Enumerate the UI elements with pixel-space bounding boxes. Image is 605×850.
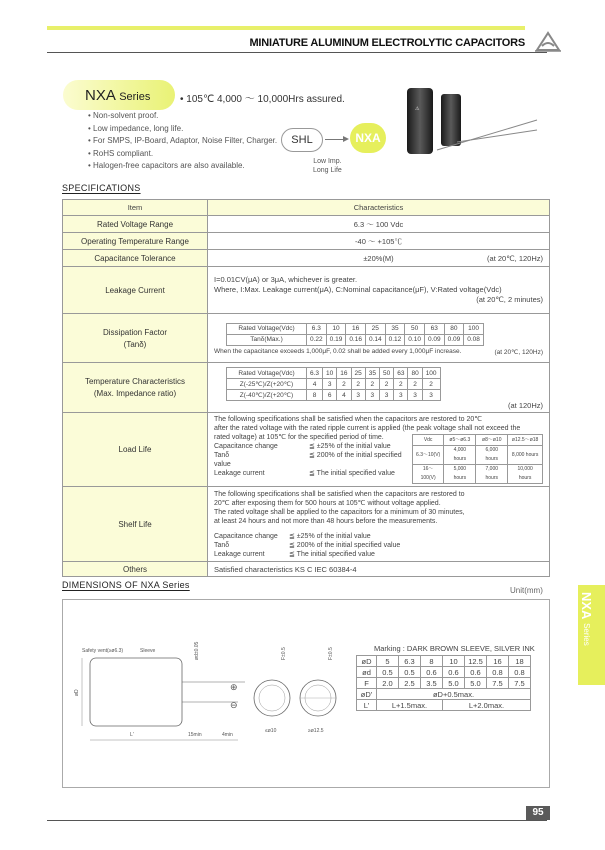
row-value: 6.3 ～ 100 Vdc [208, 216, 550, 233]
temp-char-cond: (at 120Hz) [507, 401, 543, 410]
mini-label: Z(-40℃)/Z(+20℃) [227, 390, 307, 401]
table-cell: 3 [394, 390, 408, 401]
table-cell: 63 [394, 368, 408, 379]
table-cell: ø12.5～ø18 [508, 435, 543, 446]
table-cell: 25 [351, 368, 365, 379]
table-cell: 2.0 [377, 678, 399, 689]
table-row [63, 250, 550, 267]
table-cell: 6.3～10(V) [412, 446, 443, 465]
table-cell: 8 [421, 656, 443, 667]
table-row [63, 413, 550, 487]
header-rule [47, 52, 547, 53]
table-cell: 2.5 [399, 678, 421, 689]
flow-note-line: Low Imp. [313, 158, 342, 165]
min15-label: 15min [188, 732, 202, 738]
feature-item: • RoHS compliant. [88, 148, 277, 161]
table-cell: 0.08 [464, 334, 484, 345]
footer-rule [47, 820, 547, 821]
row-value: Satisfied characteristics KS C IEC 60384-4 [208, 562, 550, 577]
criteria-label: Tanδ [214, 541, 230, 549]
dim-key: ød [357, 667, 377, 678]
table-cell: 10,000 hours [508, 465, 543, 484]
table-cell: 6.3 [307, 323, 327, 334]
vent-label: Safety vent(≥ø6.3) [82, 648, 124, 654]
table-cell: 3 [323, 379, 337, 390]
table-cell: 2 [379, 379, 393, 390]
table-row [63, 233, 550, 250]
dim-key: øD [357, 656, 377, 667]
company-logo-icon [533, 30, 563, 54]
table-cell: 8,000 hours [508, 446, 543, 465]
table-cell: 16 [346, 323, 366, 334]
table-cell: 2 [408, 379, 422, 390]
dim-value: øD+0.5max. [377, 689, 531, 700]
side-tab-label [579, 592, 594, 646]
table-cell: 4 [337, 390, 351, 401]
table-cell: 0.12 [385, 334, 405, 345]
leakage-note: (at 20℃, 2 minutes) [476, 295, 543, 304]
table-cell: 16 [337, 368, 351, 379]
criteria-value: ≦ ±25% of the initial value [309, 443, 391, 450]
temp-char-label: Temperature Characteristics [84, 377, 186, 386]
table-cell: 5 [377, 656, 399, 667]
dim-value: L+2.0max. [443, 700, 531, 711]
assured-hours: • 105℃ 4,000 ～ 10,000Hrs assured. [180, 94, 345, 105]
load-life-hours-table [412, 434, 543, 484]
table-cell: 0.10 [405, 334, 425, 345]
dissipation-label: Dissipation Factor [102, 327, 168, 337]
criteria-label: Leakage current [214, 550, 265, 558]
l-prime-label: L' [130, 732, 134, 738]
table-cell: 7.5 [487, 678, 509, 689]
row-label: Rated Voltage Range [63, 216, 208, 233]
side-tab-name: NXA [579, 592, 594, 620]
table-cell: ø5～ø6.3 [444, 435, 476, 446]
row-value: -40 ～ +105℃ [208, 233, 550, 250]
table-cell: 2 [351, 379, 365, 390]
table-cell: 2 [422, 379, 440, 390]
min4-label: 4min [222, 732, 233, 738]
svg-text:⚠: ⚠ [415, 106, 420, 112]
table-cell: 0.14 [365, 334, 385, 345]
row-label [63, 314, 208, 363]
table-cell: 25 [365, 323, 385, 334]
dim-key: øD' [357, 689, 377, 700]
table-cell: 0.5 [399, 667, 421, 678]
table-cell: 2 [394, 379, 408, 390]
table-cell: 0.6 [421, 667, 443, 678]
table-row [63, 562, 550, 577]
pitch-label: F±0.5 [328, 647, 334, 660]
row-value [208, 267, 550, 314]
table-cell: 10 [443, 656, 465, 667]
flow-from-badge: SHL [281, 128, 323, 152]
temp-char-table [226, 367, 441, 401]
dissipation-note-line [214, 348, 543, 355]
table-cell: 0.8 [509, 667, 531, 678]
table-cell: 0.8 [487, 667, 509, 678]
row-label: Others [63, 562, 208, 577]
tolerance-value: ±20%(M) [363, 253, 394, 263]
dim-key: F [357, 678, 377, 689]
table-cell: 0.09 [444, 334, 464, 345]
table-cell: 16 [487, 656, 509, 667]
dimensions-heading: DIMENSIONS OF NXA Series [62, 580, 190, 590]
plus-icon: ⊕ [230, 682, 238, 692]
criteria-value: ≦ 200% of the initial specified value [289, 541, 401, 549]
table-cell: 3 [379, 390, 393, 401]
row-label [63, 363, 208, 413]
table-cell: 3.5 [421, 678, 443, 689]
row-label: Capacitance Tolerance [63, 250, 208, 267]
table-cell: 8 [307, 390, 323, 401]
row-label: Operating Temperature Range [63, 233, 208, 250]
dimension-table [356, 655, 531, 711]
shelf-life-text: 20℃ after exposing them for 500 hours at 105℃ without voltage applied. [214, 499, 441, 507]
pitch-label: F±0.5 [281, 647, 287, 660]
table-cell: 5.0 [443, 678, 465, 689]
table-cell: 0.09 [424, 334, 444, 345]
flow-arrow-icon [343, 136, 349, 142]
col-item: Item [63, 200, 208, 216]
load-life-text: rated voltage) at 105℃ for the specified period of time. [214, 434, 384, 441]
minus-icon: ⊖ [230, 700, 238, 710]
page-number: 95 [526, 806, 550, 820]
mini-label: Tanδ(Max.) [227, 334, 307, 345]
mini-label: Rated Voltage(Vdc) [227, 368, 307, 379]
tolerance-note: (at 20℃, 120Hz) [487, 253, 543, 263]
criteria-label: Capacitance change [214, 443, 278, 450]
criteria-value: ≦ ±25% of the initial value [289, 532, 371, 540]
criteria-value: ≦ The initial specified value [309, 470, 395, 477]
temp-char-label-sub: (Max. Impedance ratio) [93, 389, 177, 398]
dim-key: L' [357, 700, 377, 711]
table-cell: 5,000 hours [444, 465, 476, 484]
table-cell: 35 [365, 368, 379, 379]
table-cell: 0.5 [377, 667, 399, 678]
table-cell: ø8～ø10 [476, 435, 508, 446]
unit-label: Unit(mm) [510, 586, 543, 595]
table-cell: 0.19 [326, 334, 346, 345]
body-diameter-label: øD [74, 689, 80, 696]
table-cell: 3 [408, 390, 422, 401]
dissipation-table [226, 323, 484, 346]
flow-note [313, 157, 342, 175]
dissipation-cond: (at 20℃, 120Hz) [494, 348, 543, 356]
table-cell: 63 [424, 323, 444, 334]
table-row [63, 487, 550, 562]
row-label: Load Life [63, 413, 208, 487]
row-value [208, 413, 550, 487]
specifications-table [62, 199, 550, 577]
top-accent-bar [47, 26, 525, 30]
table-cell: 6 [323, 390, 337, 401]
table-row [63, 314, 550, 363]
table-cell: 6,000 hours [476, 446, 508, 465]
table-cell: 50 [405, 323, 425, 334]
row-value [208, 487, 550, 562]
shelf-life-text: at least 24 hours and not more than 48 hours before the measurements. [214, 517, 438, 525]
feature-item: • Non-solvent proof. [88, 110, 277, 123]
table-cell: 6.3 [307, 368, 323, 379]
dim-value: L+1.5max. [377, 700, 443, 711]
table-cell: 0.22 [307, 334, 327, 345]
series-badge [63, 80, 175, 110]
table-cell: 6.3 [399, 656, 421, 667]
large-case-label: ≥ø12.5 [308, 728, 324, 734]
row-value [208, 250, 550, 267]
dimension-drawing [70, 630, 350, 770]
specifications-heading: SPECIFICATIONS [62, 183, 141, 193]
marking-note: Marking : DARK BROWN SLEEVE, SILVER INK [374, 644, 535, 653]
mini-label: Rated Voltage(Vdc) [227, 323, 307, 334]
table-cell: 10 [326, 323, 346, 334]
row-label: Shelf Life [63, 487, 208, 562]
feature-item: • For SMPS, IP-Board, Adaptor, Noise Filter, Charger. [88, 135, 277, 148]
table-cell: 5.0 [465, 678, 487, 689]
row-value [208, 363, 550, 413]
col-characteristics: Characteristics [208, 200, 550, 216]
flow-to-badge: NXA [350, 123, 386, 153]
table-cell: 2 [337, 379, 351, 390]
shelf-life-text: The rated voltage shall be applied to the capacitors for a minimum of 30 minutes, [214, 508, 465, 516]
side-tab-suffix: Series [582, 623, 591, 646]
leakage-formula: I=0.01CV(μA) or 3μA, whichever is greater. [214, 275, 358, 284]
row-label: Leakage Current [63, 267, 208, 314]
table-cell: 80 [408, 368, 422, 379]
table-cell: 3 [351, 390, 365, 401]
shelf-life-text: The following specifications shall be satisfied when the capacitors are restored to [214, 490, 465, 498]
lead-diameter-label: ød±0.05 [194, 641, 200, 660]
load-life-text: after the rated voltage with the rated ripple current is applied (the peak voltage shall not exceed the [214, 425, 521, 432]
table-cell: 7.5 [509, 678, 531, 689]
table-cell: 16～100(V) [412, 465, 443, 484]
table-row [63, 216, 550, 233]
small-case-label: ≤ø10 [265, 728, 277, 734]
capacitor-photo [397, 80, 545, 170]
table-cell: 0.16 [346, 334, 366, 345]
row-value [208, 314, 550, 363]
table-cell: Vdc [412, 435, 443, 446]
dissipation-note: When the capacitance exceeds 1,000μF, 0.02 shall be added every 1,000μF increase. [214, 347, 462, 355]
load-life-criteria [214, 442, 412, 484]
table-header-row [63, 200, 550, 216]
sleeve-label: Sleeve [140, 648, 156, 654]
criteria-label: Leakage current [214, 470, 265, 477]
feature-list [88, 110, 277, 173]
criteria-label: Tanδ [214, 452, 230, 459]
table-cell: 10 [323, 368, 337, 379]
load-life-text: The following specifications shall be satisfied when the capacitors are restored to 20℃ [214, 416, 483, 423]
table-cell: 4,000 hours [444, 446, 476, 465]
table-cell: 3 [422, 390, 440, 401]
criteria-value: ≦ 200% of the initial specified value [214, 452, 402, 468]
table-cell: 100 [422, 368, 440, 379]
table-cell: 18 [509, 656, 531, 667]
criteria-label: Capacitance change [214, 532, 278, 540]
table-cell: 50 [379, 368, 393, 379]
mini-label: Z(-25℃)/Z(+20℃) [227, 379, 307, 390]
table-cell: 0.6 [443, 667, 465, 678]
series-suffix: Series [119, 91, 151, 103]
table-cell: 0.6 [465, 667, 487, 678]
table-cell: 35 [385, 323, 405, 334]
table-cell: 2 [365, 379, 379, 390]
table-row [63, 267, 550, 314]
series-name: NXA [85, 87, 116, 104]
table-cell: 80 [444, 323, 464, 334]
flow-note-line: Long Life [313, 167, 342, 174]
table-cell: 7,000 hours [476, 465, 508, 484]
feature-item: • Halogen-free capacitors are also available. [88, 160, 277, 173]
document-title: MINIATURE ALUMINUM ELECTROLYTIC CAPACITORS [249, 37, 525, 49]
table-cell: 12.5 [465, 656, 487, 667]
criteria-value: ≦ The initial specified value [289, 550, 375, 558]
feature-item: • Low impedance, long life. [88, 123, 277, 136]
leakage-definition: Where, I:Max. Leakage current(μA), C:Nominal capacitance(μF), V:Rated voltage(Vdc) [214, 285, 502, 294]
table-cell: 4 [307, 379, 323, 390]
table-cell: 3 [365, 390, 379, 401]
table-row [63, 363, 550, 413]
table-cell: 100 [464, 323, 484, 334]
dissipation-label-sub: (Tanδ) [123, 339, 147, 349]
